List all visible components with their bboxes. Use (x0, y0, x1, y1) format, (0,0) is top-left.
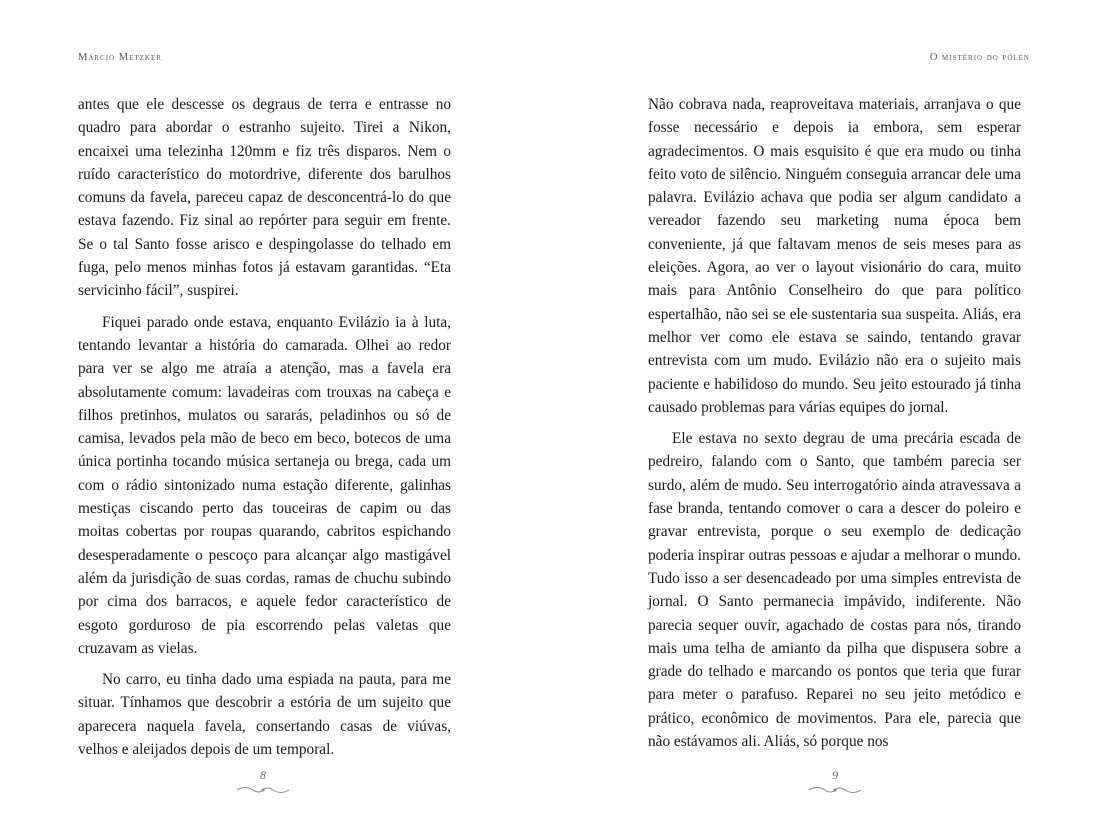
page-number (805, 768, 865, 795)
paragraph: Fiquei parado onde estava, enquanto Evilázio ia à luta, tentando levantar a história do camarada. Olhei ao redor para ver se algo me atraía a atenção, mas a favela era absolutamente comum: lavadeiras com trouxas na cabeça e filhos pretinhos, mulatos ou sararás, peladinhos ou só de camisa, levados pela mão de beco em beco, botecos de uma única portinha tocando música sertaneja ou brega, cada um com o rádio sintonizado numa estação diferente, galinhas mestiças ciscando perto das touceiras de capim ou das moitas cobertas por roupas quarando, cabritos espichando desesperadamente o pescoço para alcançar algo mastigável além da jurisdição de suas cordas, ramas de chuchu subindo por cima dos barracos, e aquele fedor característico de esgoto gorduroso de pia escorrendo pelas valetas que cruzavam as vielas. (78, 313, 451, 657)
paragraph: antes que ele descesse os degraus de terra e entrasse no quadro para abordar o estranho sujeito. Tirei a Nikon, encaixei uma telezinha 120mm e fiz três disparos. Nem o ruído característico do motordrive, diferente dos barulhos comuns da favela, pareceu capaz de desconcentrá-lo do que estava fazendo. Fiz sinal ao repórter para seguir em frente. Se o tal Santo fosse arisco e despingolasse do telhado em fuga, pelo menos minhas fotos já estavam garantidas. “Eta servicinho fácil”, suspirei. (78, 96, 451, 300)
left-page-body (78, 93, 451, 769)
page-number-text: 9 (832, 768, 838, 782)
page-number-text: 8 (260, 768, 266, 782)
running-head-author: Márcio Metzker (78, 52, 162, 63)
running-head-title: O mistério do pólen (929, 52, 1030, 63)
paragraph: Não cobrava nada, reaproveitava materiais, arranjava o que fosse necessário e depois ia embora, sem esperar agradecimentos. O mais esquisito é que era mudo ou tinha feito voto de silêncio. Ninguém conseguia arrancar dele uma palavra. Evilázio achava que podia ser algum candidato a vereador fazendo seu marketing numa época bem conveniente, já que faltavam menos de seis meses para as eleições. Agora, ao ver o layout visionário do cara, muito mais para Antônio Conselheiro do que para político espertalhão, não sei se ele sustentaria sua suspeita. Aliás, era melhor ver como ele estava se saindo, tentando gravar entrevista com um mudo. Evilázio não era o sujeito mais paciente e habilidoso do mundo. Seu jeito estourado já tinha causado problemas para várias equipes do jornal. (648, 96, 1021, 416)
right-page-body (648, 93, 1021, 761)
paragraph: Ele estava no sexto degrau de uma precária escada de pedreiro, falando com o Santo, que também parecia ser surdo, além de mudo. Seu interrogatório ainda atravessava a fase branda, tentando comover o cara a descer do poleiro e gravar entrevista, porque o seu exemplo de dedicação poderia inspirar outras pessoas e ajudar a melhorar o mundo. Tudo isso a ser desencadeado por uma simples entrevista de jornal. O Santo permanecia impávido, indiferente. Não parecia sequer ouvir, agachado de costas para nós, tirando mais uma telha de amianto da pilha que dispusera sobre a grade do telhado e marcando os pontos que teria que furar para meter o parafuso. Reparei no seu jeito metódico e prático, econômico de movimentos. Para ele, parecia que não estávamos ali. Aliás, só porque nos (648, 430, 1021, 751)
page-number (233, 768, 293, 795)
ornament-icon (807, 785, 863, 795)
paragraph: No carro, eu tinha dado uma espiada na pauta, para me situar. Tínhamos que descobrir a estória de um sujeito que aparecera naquela favela, consertando casas de viúvas, velhos e aleijados depois de um temporal. (78, 671, 451, 759)
ornament-icon (235, 785, 291, 795)
right-page (550, 0, 1100, 824)
